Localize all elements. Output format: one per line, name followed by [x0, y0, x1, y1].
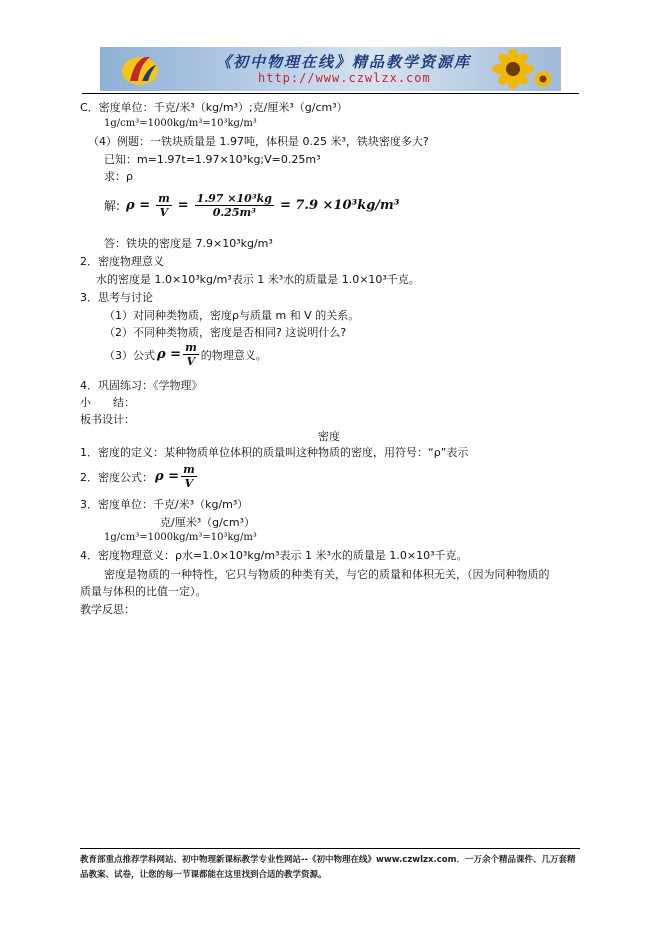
formula-numerator: m [185, 341, 197, 354]
formula-rho: ρ = [157, 347, 182, 362]
board-item-3: 3．密度单位：千克/米³（kg/m³） [80, 498, 249, 511]
section-4-practice: 4．巩固练习：《学物理》 [80, 379, 203, 392]
formula-fraction [183, 341, 199, 368]
solution-formula [104, 192, 400, 219]
board-title: 密度 [318, 430, 340, 443]
board-formula-denominator: V [184, 477, 194, 490]
board-item-2-label: 2．密度公式： [80, 470, 153, 484]
question-2: （2）不同种类物质，密度是否相同? 这说明什么? [104, 326, 347, 339]
known-values: 已知：m=1.97t=1.97×10³kg;V=0.25m³ [104, 153, 321, 166]
value-denominator: 0.25m³ [212, 206, 256, 219]
header-banner [100, 47, 561, 91]
header-rule [82, 93, 579, 94]
fraction-denominator: V [159, 206, 169, 219]
value-numerator: 1.97 ×10³kg [196, 192, 272, 205]
solution-result: = 7.9 ×10³kg/m³ [279, 198, 400, 213]
value-fraction [195, 192, 274, 219]
formula-denominator: V [186, 355, 196, 368]
summary-label: 小 结： [80, 396, 135, 409]
rho-symbol: ρ = [126, 198, 151, 213]
section-2-body: 水的密度是 1.0×10³kg/m³表示 1 米³水的质量是 1.0×10³千克。 [96, 273, 420, 286]
teaching-reflection: 教学反思： [80, 603, 135, 616]
solution-label: 解: [104, 199, 121, 213]
board-item-2 [80, 463, 197, 490]
fraction-numerator: m [158, 192, 170, 205]
question-3-suffix: 的物理意义。 [200, 348, 267, 362]
units-conversion: 1g/cm³=1000kg/m³=10³kg/m³ [104, 118, 257, 129]
board-conclusion-1: 密度是物质的一种特性，它只与物质的种类有关，与它的质量和体积无关，（因为同种物质的 [104, 568, 550, 581]
banner-url[interactable]: http://www.czwlzx.com [258, 71, 431, 85]
question-3-prefix: （3）公式 [104, 348, 155, 362]
section-3-title: 3．思考与讨论 [80, 291, 153, 304]
answer-line: 答：铁块的密度是 7.9×10³kg/m³ [104, 237, 273, 250]
units-line: C．密度单位：千克/米³（kg/m³）;克/厘米³（g/cm³） [80, 101, 348, 114]
sunflower-icon [483, 49, 553, 89]
board-item-4: 4．密度物理意义：ρ水=1.0×10³kg/m³表示 1 米³水的质量是 1.0×10³千克。 [80, 549, 468, 562]
board-conclusion-2: 质量与体积的比值一定）。 [80, 585, 207, 598]
example-question: （4）例题：一铁块质量是 1.97吨，体积是 0.25 米³，铁块密度多大? [88, 135, 429, 148]
board-design-label: 板书设计： [80, 413, 135, 426]
page-footer: 教育部重点推荐学科网站、初中物理新课标教学专业性网站--《初中物理在线》www.czwlzx.com．一万余个精品课件、几万套精品教案、试卷，让您的每一节课都能在这里找到合适的教学资源。 [80, 855, 576, 880]
question-1: （1）对同种类物质，密度ρ与质量 m 和 V 的关系。 [104, 309, 360, 322]
question-3 [104, 341, 267, 368]
logo-icon [120, 51, 160, 87]
section-2-title: 2．密度物理意义 [80, 255, 164, 268]
equals-sign: = [177, 198, 189, 213]
board-formula-fraction [181, 463, 197, 490]
board-formula-rho: ρ = [155, 469, 180, 484]
board-item-3-alt: 克/厘米³（g/cm³） [160, 516, 255, 529]
board-formula-numerator: m [183, 463, 195, 476]
footer-rule [80, 848, 580, 849]
board-item-1: 1．密度的定义：某种物质单位体积的质量叫这种物质的密度，用符号：“ρ”表示 [80, 446, 469, 459]
find-line: 求：ρ [104, 170, 133, 183]
mass-volume-fraction [156, 192, 172, 219]
banner-title: 《初中物理在线》精品教学资源库 [216, 53, 472, 71]
board-item-3-conversion: 1g/cm³=1000kg/m³=10³kg/m³ [104, 532, 257, 543]
